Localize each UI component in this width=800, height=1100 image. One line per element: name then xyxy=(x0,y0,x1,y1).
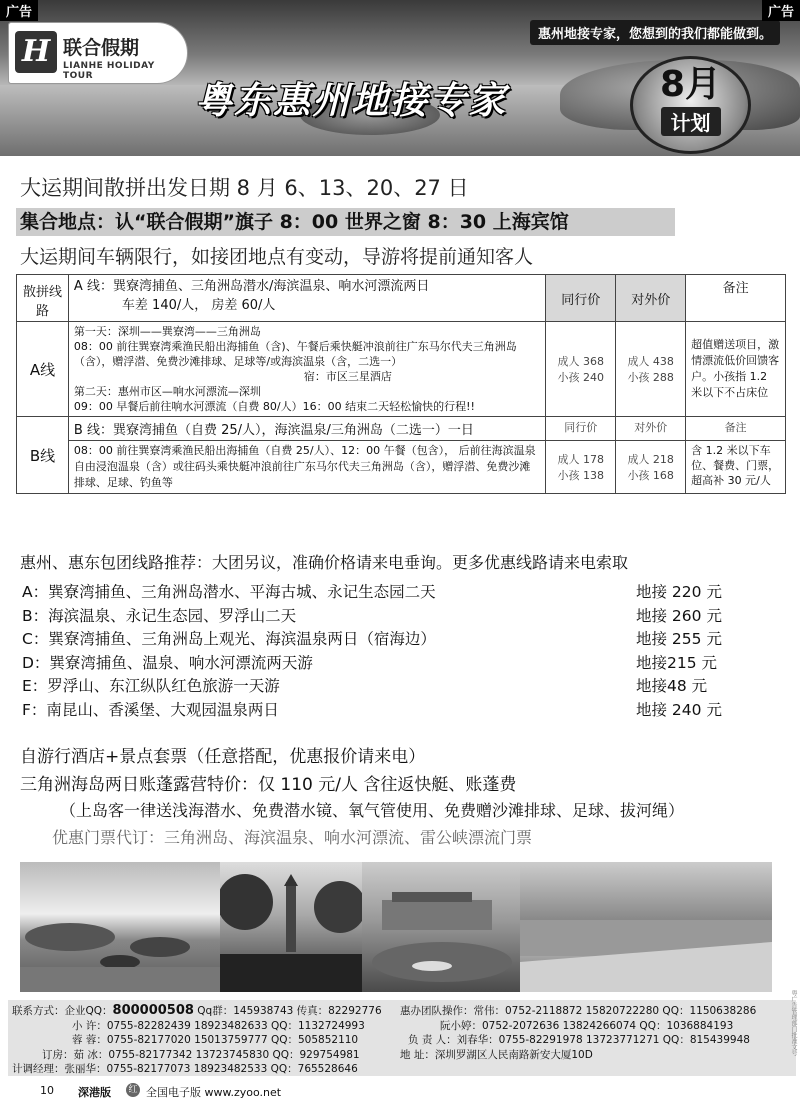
edition-badge-icon: 红 xyxy=(126,1083,140,1097)
route-text: F：南昆山、香溪堡、大观园温泉两日 xyxy=(22,700,279,719)
enterprise-qq: 800000508 xyxy=(112,1003,194,1018)
list-item xyxy=(22,698,762,722)
banner-slogan: 惠州地接专家，您想到的我们都能做到。 xyxy=(530,20,780,45)
contact-rest: 0755-82177073 18923482533 QQ：765528646 xyxy=(106,1063,358,1075)
hotel-package: 自游行酒店+景点套票（任意搭配，优惠报价请来电） xyxy=(20,747,426,767)
logo-en-name: LIANHE HOLIDAY TOUR xyxy=(63,61,155,81)
contact-label: 小 许： xyxy=(72,1019,107,1032)
b-line-title: B 线：巽寮湾捕鱼（自费 25/人），海滨温泉/三角洲岛（二选一）一日 xyxy=(68,417,545,441)
photo-pagoda xyxy=(220,862,362,992)
col-route: 散拼线路 xyxy=(17,275,69,322)
header-banner xyxy=(0,0,800,156)
contact-label: 联系方式：企业QQ： xyxy=(12,1005,113,1017)
a-day1-hotel: 宿：市区三星酒店 xyxy=(303,370,392,383)
contact-right xyxy=(400,1004,756,1062)
b-public-child: 小孩 168 xyxy=(627,469,674,482)
b-peer-label: 同行价 xyxy=(546,417,616,441)
route-text: A：巽寮湾捕鱼、三角洲岛潜水、平海古城、永记生态园二天 xyxy=(22,583,436,601)
route-price: 地接 220 元 xyxy=(636,583,722,601)
route-price: 地接215 元 xyxy=(636,653,718,672)
col-peer: 同行价 xyxy=(546,275,616,322)
recommend-heading: 惠州、惠东包团线路推荐：大团另议，准确价格请来电垂询。更多优惠线路请来电索取 xyxy=(20,553,629,572)
list-item xyxy=(22,580,762,604)
camping-offer: 三角洲海岛两日账蓬露营特价：仅 110 元/人 含往返快艇、账蓬费 xyxy=(20,775,517,795)
contact-row xyxy=(12,1019,382,1034)
b-line-label: B线 xyxy=(17,417,69,494)
b-peer-child: 小孩 138 xyxy=(557,469,605,482)
a-public-price xyxy=(616,322,686,417)
website-link[interactable]: 全国电子版 www.zyoo.net xyxy=(146,1086,282,1099)
col-public: 对外价 xyxy=(616,275,686,322)
contact-row: 地 址：深圳罗湖区人民南路新安大厦10D xyxy=(400,1048,593,1061)
route-text: B：海滨温泉、永记生态园、罗浮山二天 xyxy=(22,606,297,625)
a-line-itinerary xyxy=(68,322,545,417)
a-day1-body: 08：00 前往巽寮湾乘渔民船出海捕鱼（含)、午餐后乘快艇冲浪前往广东马尔代夫三角洲岛（含），赠浮潜、免费沙滩排球、足球等/或海滨温泉（含，二选一） xyxy=(73,340,517,368)
ticket-booking: 优惠门票代订：三角洲岛、海滨温泉、响水河漂流、雷公峡漂流门票 xyxy=(52,828,533,847)
a-day2-title: 第二天：惠州市区—响水河漂流—深圳 xyxy=(73,385,261,398)
contact-rest: Qq群：145938743 传真：82292776 xyxy=(193,1005,382,1017)
contact-panel xyxy=(8,1000,796,1076)
photo-rocky-beach xyxy=(20,862,220,992)
contact-row: 惠办团队操作：常伟：0752-2118872 15820722280 QQ：1150638286 xyxy=(400,1005,757,1017)
contact-rest: 0755-82282439 18923482633 QQ：1132724993 xyxy=(106,1019,365,1032)
ad-label-left: 广告 xyxy=(0,0,38,21)
a-day1-title: 第一天：深圳——巽寮湾——三角洲岛 xyxy=(73,325,261,338)
contact-row xyxy=(12,1048,382,1063)
contact-row xyxy=(12,1033,382,1048)
edition-label: 深港版 xyxy=(78,1086,111,1099)
table-header-row xyxy=(17,275,786,322)
route-price: 地接48 元 xyxy=(636,677,708,695)
headline: 粤东惠州地接专家 xyxy=(195,79,507,122)
a-public-adult: 成人 438 xyxy=(627,355,674,368)
a-public-child: 小孩 288 xyxy=(627,371,674,384)
badge-plan: 计划 xyxy=(661,107,721,136)
a-line-title-cell xyxy=(68,275,545,322)
recommend-list xyxy=(22,580,762,721)
b-line-itinerary: 08：00 前往巽寮湾乘渔民船出海捕鱼（自费 25/人）、12：00 午餐（包含）， 后前往海滨温泉自由浸泡温泉（含）或往码头乘快艇冲浪前往广东马尔代夫三角洲岛（含），赠浮潜、免费沙滩排球、足球、钓鱼等 xyxy=(68,441,545,494)
b-peer-price xyxy=(546,441,616,494)
route-price: 地接 255 元 xyxy=(636,630,722,648)
list-item xyxy=(22,604,762,628)
routes-table xyxy=(16,274,786,494)
a-line-title: A 线：巽寮湾捕鱼、三角洲岛潜水/海滨温泉、响水河漂流两日 xyxy=(73,279,430,294)
route-price: 地接 240 元 xyxy=(636,700,722,719)
table-row-a xyxy=(17,322,786,417)
contact-rest: 0755-82177342 13723745830 QQ：929754981 xyxy=(108,1048,360,1061)
departure-dates: 大运期间散拼出发日期 8 月 6、13、20、27 日 xyxy=(20,176,469,200)
contact-label: 订房：茹 冰： xyxy=(42,1048,109,1061)
contact-rest: 0755-82177020 15013759777 QQ：505852110 xyxy=(106,1034,359,1046)
list-item xyxy=(22,627,762,651)
photo-beach xyxy=(520,862,772,992)
b-peer-adult: 成人 178 xyxy=(557,453,605,466)
contact-row xyxy=(12,1004,382,1019)
col-note: 备注 xyxy=(686,275,786,322)
a-note: 超值赠送项目，激情漂流低价回馈客户。小孩指 1.2 米以下不占床位 xyxy=(686,322,786,417)
contact-left xyxy=(12,1004,382,1077)
list-item xyxy=(22,651,762,675)
a-peer-child: 小孩 240 xyxy=(557,371,605,384)
route-text: C：巽寮湾捕鱼、三角洲岛上观光、海滨温泉两日（宿海边） xyxy=(22,630,436,648)
page-number: 10 xyxy=(40,1084,54,1097)
contact-row xyxy=(12,1062,382,1077)
logo-cn-name: 联合假期 xyxy=(63,37,140,59)
table-row-b-head xyxy=(17,417,786,441)
meeting-point: 集合地点：认“联合假期”旗子 8：00 世界之窗 8：30 上海宾馆 xyxy=(16,208,675,236)
b-note-label: 备注 xyxy=(686,417,786,441)
route-price: 地接 260 元 xyxy=(636,606,722,625)
contact-row: 负 责 人：刘春华：0755-82291978 13723771271 QQ：815439948 xyxy=(408,1034,750,1046)
side-approval-note: 粤广告管理部门批准文号 xyxy=(790,990,797,1056)
ad-label-right: 广告 xyxy=(762,0,800,21)
list-item xyxy=(22,674,762,698)
a-peer-adult: 成人 368 xyxy=(557,355,605,368)
company-logo xyxy=(8,22,188,84)
route-text: D：巽寮湾捕鱼、温泉、响水河漂流两天游 xyxy=(22,653,313,672)
contact-label: 蓉 蓉： xyxy=(72,1034,107,1046)
b-public-price xyxy=(616,441,686,494)
table-row-b xyxy=(17,441,786,494)
month-plan-badge xyxy=(630,56,751,154)
photo-strip xyxy=(20,862,772,992)
a-line-fees: 车差 140/人， 房差 60/人 xyxy=(121,298,276,313)
b-public-adult: 成人 218 xyxy=(627,453,674,466)
a-day2-body: 09：00 早餐后前往响水河漂流（自费 80/人）16：00 结束二天轻松愉快的行程!! xyxy=(73,400,475,413)
traffic-notice: 大运期间车辆限行，如接团地点有变动，导游将提前通知客人 xyxy=(20,246,534,268)
contact-label: 计调经理：张丽华： xyxy=(12,1063,107,1075)
a-line-label: A线 xyxy=(17,322,69,417)
logo-mark-icon: H xyxy=(15,31,57,73)
route-text: E：罗浮山、东江纵队红色旅游一天游 xyxy=(22,677,280,695)
page-footer xyxy=(0,1082,800,1100)
badge-month: 8月 xyxy=(659,64,722,105)
photo-golf-resort xyxy=(362,862,520,992)
a-peer-price xyxy=(546,322,616,417)
contact-row: 阮小婷：0752-2072636 13824266074 QQ：1036884193 xyxy=(440,1019,734,1032)
b-note: 含 1.2 米以下车位、餐费、门票，超高补 30 元/人 xyxy=(686,441,786,494)
camping-detail: （上岛客一律送浅海潜水、免费潜水镜、氧气管使用、免费赠沙滩排球、足球、拔河绳） xyxy=(60,801,685,820)
b-public-label: 对外价 xyxy=(616,417,686,441)
